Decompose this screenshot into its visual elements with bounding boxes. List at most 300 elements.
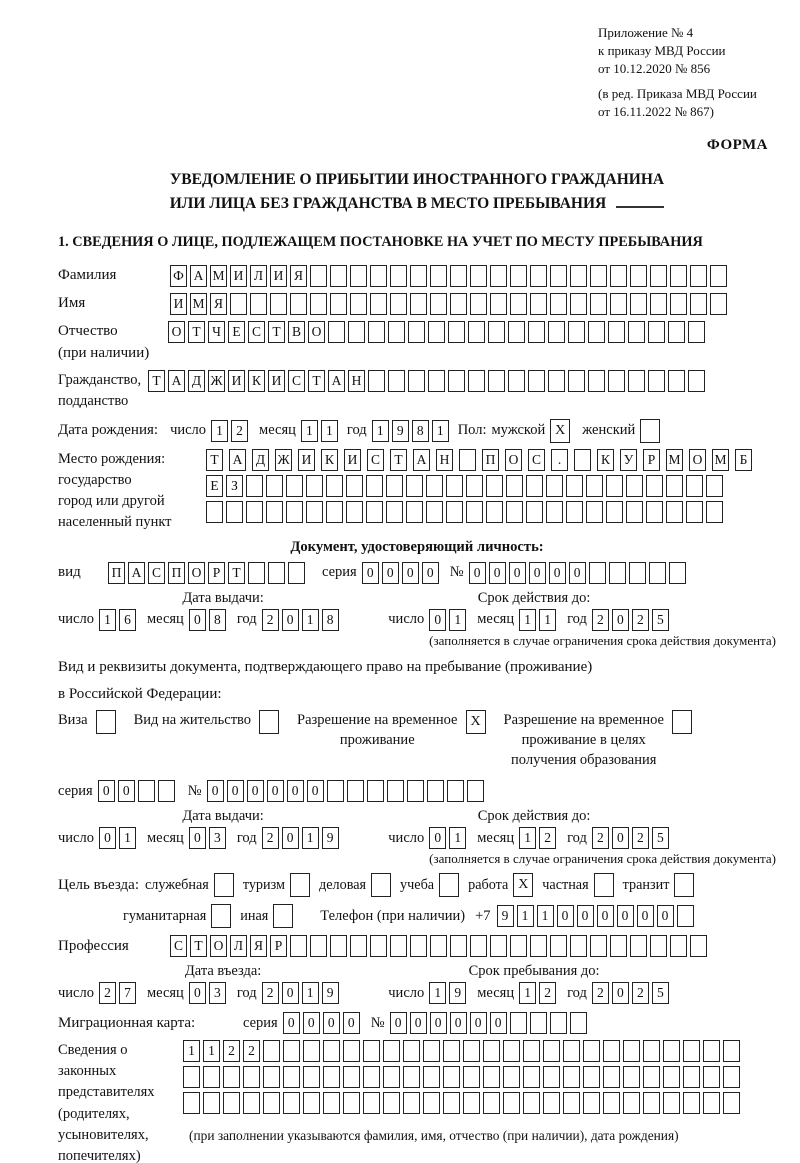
char-cell (326, 475, 343, 497)
char-cell (310, 293, 327, 315)
char-cell (407, 780, 424, 802)
char-cell (723, 1040, 740, 1062)
day-label: число (388, 984, 425, 1001)
char-cell: О (188, 562, 205, 584)
char-cell (446, 501, 463, 523)
migration-card-label: Миграционная карта: (58, 1014, 196, 1031)
char-cell (703, 1040, 720, 1062)
char-cell (226, 501, 243, 523)
char-cell (387, 780, 404, 802)
char-cell (483, 1092, 500, 1114)
firstname-label: Имя (58, 295, 86, 312)
char-cell (648, 370, 665, 392)
char-cell: 2 (262, 827, 279, 849)
char-cell: Р (208, 562, 225, 584)
residence-doc-options (58, 710, 776, 771)
char-cell: 6 (119, 609, 136, 631)
char-cell (326, 501, 343, 523)
char-cell (443, 1092, 460, 1114)
day-label: число (388, 611, 425, 628)
phone-prefix: +7 (475, 907, 491, 924)
char-cell (403, 1066, 420, 1088)
char-cell (603, 1092, 620, 1114)
char-cell (370, 935, 387, 957)
char-cell (669, 562, 686, 584)
char-cell (648, 321, 665, 343)
char-cell (363, 1040, 380, 1062)
char-cell (530, 293, 547, 315)
char-cell (283, 1092, 300, 1114)
char-cell: 0 (450, 1012, 467, 1034)
char-cell: 2 (592, 827, 609, 849)
visa-checkbox (96, 710, 116, 734)
purpose-work-checkbox: X (513, 873, 533, 897)
char-cell (250, 293, 267, 315)
char-cell (670, 935, 687, 957)
purpose-business-label: деловая (319, 876, 367, 893)
char-cell: Ч (208, 321, 225, 343)
char-cell (246, 501, 263, 523)
char-cell: И (270, 265, 287, 287)
migration-number-cells (390, 1012, 590, 1034)
char-cell (370, 265, 387, 287)
char-cell (366, 475, 383, 497)
char-cell: С (528, 449, 545, 471)
option-temporary-residence (297, 710, 485, 751)
char-cell (690, 265, 707, 287)
char-cell (410, 265, 427, 287)
option-residence-permit (134, 710, 279, 734)
patronymic-label (58, 321, 168, 365)
char-cell: 0 (189, 827, 206, 849)
option-visa (58, 710, 116, 734)
char-cell (470, 293, 487, 315)
citizenship-label (58, 370, 148, 412)
char-cell (586, 501, 603, 523)
char-cell: 5 (652, 827, 669, 849)
restriction-note: (заполняется в случае ограничения срока действия документа) (429, 851, 776, 867)
char-cell (370, 293, 387, 315)
char-cell (410, 935, 427, 957)
appendix-line: Приложение № 4 (598, 25, 694, 40)
char-cell: З (226, 475, 243, 497)
char-cell: 0 (549, 562, 566, 584)
entry-year-cells (262, 982, 342, 1004)
char-cell (650, 293, 667, 315)
year-label: год (567, 611, 587, 628)
char-cell (490, 935, 507, 957)
temporary-residence-education-label (504, 710, 664, 771)
char-cell (446, 475, 463, 497)
char-cell: 0 (343, 1012, 360, 1034)
char-cell: 0 (469, 562, 486, 584)
issue-year-cells (262, 609, 342, 631)
char-cell (574, 449, 591, 471)
temporary-residence-checkbox: X (466, 710, 486, 734)
residence-permit-checkbox (259, 710, 279, 734)
char-cell: 0 (402, 562, 419, 584)
char-cell (310, 265, 327, 287)
char-cell (423, 1066, 440, 1088)
firstname-row (58, 293, 776, 315)
char-cell (510, 293, 527, 315)
char-cell (410, 293, 427, 315)
char-cell (688, 370, 705, 392)
char-cell (543, 1092, 560, 1114)
char-cell (288, 562, 305, 584)
char-cell (703, 1092, 720, 1114)
char-cell: 2 (632, 827, 649, 849)
char-cell: 9 (322, 827, 339, 849)
year-label: год (567, 984, 587, 1001)
char-cell (563, 1092, 580, 1114)
char-cell (330, 265, 347, 287)
temporary-residence-education-checkbox (672, 710, 692, 734)
char-cell: 0 (410, 1012, 427, 1034)
representatives-label-line: (родителях, (58, 1105, 130, 1122)
char-cell: 0 (637, 905, 654, 927)
char-cell (303, 1040, 320, 1062)
birth-place-label (58, 449, 206, 533)
patronymic-row (58, 321, 776, 365)
char-cell (588, 370, 605, 392)
char-cell (183, 1092, 200, 1114)
char-cell (367, 780, 384, 802)
char-cell (388, 370, 405, 392)
month-label: месяц (477, 984, 515, 1001)
char-cell: 0 (617, 905, 634, 927)
restriction-note: (заполняется в случае ограничения срока действия документа) (429, 632, 776, 648)
char-cell (323, 1092, 340, 1114)
purpose-other-checkbox (273, 904, 293, 928)
phone-label: Телефон (при наличии) (320, 907, 466, 924)
char-cell (327, 780, 344, 802)
residence-doc-intro2: в Российской Федерации: (58, 686, 222, 703)
year-label: год (567, 829, 587, 846)
purpose-humanitarian-checkbox (211, 904, 231, 928)
char-cell: Я (210, 293, 227, 315)
char-cell: Р (270, 935, 287, 957)
char-cell (203, 1066, 220, 1088)
char-cell: 2 (243, 1040, 260, 1062)
char-cell (646, 475, 663, 497)
issue-day-cells (99, 609, 139, 631)
char-cell (459, 449, 476, 471)
entry-day-cells (99, 982, 139, 1004)
char-cell: 1 (99, 609, 116, 631)
citizenship-label-line1: Гражданство, (58, 372, 142, 389)
char-cell (590, 293, 607, 315)
char-cell: И (230, 265, 247, 287)
phone-cells (497, 905, 697, 927)
char-cell (347, 780, 364, 802)
char-cell (468, 370, 485, 392)
char-cell (666, 475, 683, 497)
char-cell: 1 (449, 827, 466, 849)
char-cell (206, 501, 223, 523)
char-cell: А (413, 449, 430, 471)
char-cell: М (190, 293, 207, 315)
char-cell (363, 1092, 380, 1114)
char-cell (383, 1040, 400, 1062)
char-cell (283, 1066, 300, 1088)
birth-date-row (58, 419, 776, 443)
entry-date-caption: Дата въезда: (184, 963, 262, 980)
char-cell (643, 1092, 660, 1114)
char-cell (550, 935, 567, 957)
char-cell (608, 321, 625, 343)
char-cell: Т (308, 370, 325, 392)
char-cell (583, 1066, 600, 1088)
char-cell (590, 935, 607, 957)
char-cell (626, 501, 643, 523)
char-cell: 1 (517, 905, 534, 927)
valid-until-caption: Срок действия до: (477, 808, 591, 825)
char-cell: 0 (557, 905, 574, 927)
temporary-residence-label (297, 710, 457, 751)
valid-until-caption: Срок действия до: (477, 589, 591, 606)
char-cell (463, 1092, 480, 1114)
char-cell (470, 265, 487, 287)
char-cell (706, 501, 723, 523)
char-cell (430, 935, 447, 957)
char-cell (610, 265, 627, 287)
form-title (58, 168, 776, 216)
year-label: год (236, 829, 257, 846)
month-label: месяц (146, 611, 184, 628)
char-cell: 1 (203, 1040, 220, 1062)
char-cell: 0 (207, 780, 224, 802)
birth-place-label-line: Место рождения: (58, 450, 166, 467)
birth-date-label: Дата рождения: (58, 422, 159, 438)
char-cell (423, 1040, 440, 1062)
stay-day-cells (429, 982, 469, 1004)
char-cell (403, 1092, 420, 1114)
char-cell: А (190, 265, 207, 287)
char-cell (286, 501, 303, 523)
purpose-humanitarian-label: гуманитарная (123, 907, 207, 924)
birth-year-cells (372, 420, 452, 442)
char-cell: 1 (301, 420, 318, 442)
char-cell: 0 (429, 827, 446, 849)
char-cell (423, 1092, 440, 1114)
char-cell: 0 (657, 905, 674, 927)
profession-cells (170, 935, 710, 957)
char-cell (323, 1040, 340, 1062)
char-cell: Я (290, 265, 307, 287)
char-cell (623, 1040, 640, 1062)
char-cell: С (288, 370, 305, 392)
char-cell (330, 935, 347, 957)
residence-number-cells (207, 780, 487, 802)
char-cell: 9 (449, 982, 466, 1004)
char-cell (603, 1066, 620, 1088)
char-cell (223, 1092, 240, 1114)
char-cell (470, 935, 487, 957)
purpose-tourism-checkbox (290, 873, 310, 897)
representatives-row2-cells (183, 1066, 743, 1088)
char-cell (450, 293, 467, 315)
char-cell: 0 (247, 780, 264, 802)
char-cell: Л (230, 935, 247, 957)
purpose-business-checkbox (371, 873, 391, 897)
char-cell (583, 1040, 600, 1062)
char-cell (510, 265, 527, 287)
char-cell (243, 1066, 260, 1088)
char-cell (428, 321, 445, 343)
profession-row (58, 935, 776, 957)
residence-valid-month-cells (519, 827, 559, 849)
residence-doc-intro1: Вид и реквизиты документа, подтверждающего право на пребывание (проживание) (58, 658, 593, 675)
migration-series-cells (283, 1012, 363, 1034)
char-cell (270, 293, 287, 315)
char-cell: 2 (592, 982, 609, 1004)
month-label: месяц (259, 422, 296, 438)
char-cell: . (551, 449, 568, 471)
char-cell: 0 (267, 780, 284, 802)
char-cell: И (228, 370, 245, 392)
purpose-official-label: служебная (144, 876, 209, 893)
char-cell (568, 370, 585, 392)
purpose-row2 (123, 904, 776, 928)
char-cell (583, 1092, 600, 1114)
char-cell: 3 (209, 827, 226, 849)
char-cell: 0 (529, 562, 546, 584)
char-cell (590, 265, 607, 287)
patronymic-cells (168, 321, 708, 343)
char-cell (447, 780, 464, 802)
char-cell: 1 (183, 1040, 200, 1062)
char-cell: Н (436, 449, 453, 471)
purpose-row1 (58, 873, 776, 897)
day-label: число (58, 829, 94, 846)
char-cell (563, 1066, 580, 1088)
char-cell: 2 (223, 1040, 240, 1062)
char-cell (543, 1040, 560, 1062)
char-cell: 0 (99, 827, 116, 849)
char-cell (523, 1040, 540, 1062)
char-cell (528, 321, 545, 343)
char-cell (430, 293, 447, 315)
char-cell (348, 321, 365, 343)
char-cell: П (108, 562, 125, 584)
birth-place-block (58, 449, 776, 533)
char-cell (628, 321, 645, 343)
char-cell: Т (390, 449, 407, 471)
char-cell: И (170, 293, 187, 315)
char-cell (266, 475, 283, 497)
char-cell: 1 (519, 982, 536, 1004)
valid-month-cells (519, 609, 559, 631)
char-cell (490, 293, 507, 315)
char-cell (570, 293, 587, 315)
char-cell: 0 (509, 562, 526, 584)
char-cell (528, 370, 545, 392)
day-label: число (58, 984, 94, 1001)
char-cell (463, 1040, 480, 1062)
char-cell (670, 293, 687, 315)
temporary-residence-education-label-line: Разрешение на временное (503, 711, 664, 728)
char-cell (510, 1012, 527, 1034)
char-cell: 2 (231, 420, 248, 442)
issue-month-cells (189, 609, 229, 631)
char-cell (530, 935, 547, 957)
char-cell (630, 293, 647, 315)
char-cell: А (128, 562, 145, 584)
blank-underline (616, 206, 664, 208)
month-label: месяц (146, 984, 184, 1001)
char-cell (663, 1040, 680, 1062)
stay-year-cells (592, 982, 672, 1004)
char-cell: 2 (262, 982, 279, 1004)
char-cell (368, 370, 385, 392)
char-cell: И (298, 449, 315, 471)
char-cell (386, 501, 403, 523)
char-cell (526, 501, 543, 523)
residence-valid-group (388, 808, 680, 849)
char-cell: А (328, 370, 345, 392)
char-cell (606, 475, 623, 497)
char-cell (263, 1040, 280, 1062)
month-label: месяц (146, 829, 184, 846)
purpose-other-label: иная (240, 907, 269, 924)
representatives-label-line: Сведения о (58, 1042, 128, 1059)
char-cell: А (229, 449, 246, 471)
stay-until-group (388, 963, 680, 1004)
surname-cells (170, 265, 730, 287)
char-cell (386, 475, 403, 497)
char-cell (568, 321, 585, 343)
char-cell: П (482, 449, 499, 471)
char-cell (609, 562, 626, 584)
char-cell: 0 (282, 827, 299, 849)
char-cell: 0 (118, 780, 135, 802)
char-cell (223, 1066, 240, 1088)
char-cell: Т (268, 321, 285, 343)
char-cell (548, 370, 565, 392)
char-cell: 0 (287, 780, 304, 802)
char-cell (468, 321, 485, 343)
char-cell (243, 1092, 260, 1114)
char-cell: 1 (372, 420, 389, 442)
char-cell (390, 265, 407, 287)
identity-doc-dates (58, 590, 776, 631)
valid-day-cells (429, 609, 469, 631)
char-cell (710, 265, 727, 287)
char-cell (650, 935, 667, 957)
residence-issue-day-cells (99, 827, 139, 849)
char-cell: 0 (282, 982, 299, 1004)
char-cell: 1 (302, 827, 319, 849)
birth-place-label-line: государство (58, 471, 132, 488)
char-cell: К (597, 449, 614, 471)
series-label: серия (58, 782, 93, 799)
char-cell (643, 1066, 660, 1088)
char-cell (668, 321, 685, 343)
char-cell: 3 (209, 982, 226, 1004)
char-cell (668, 370, 685, 392)
char-cell (523, 1092, 540, 1114)
char-cell (526, 475, 543, 497)
char-cell: 1 (119, 827, 136, 849)
char-cell: А (168, 370, 185, 392)
char-cell: Ж (208, 370, 225, 392)
char-cell: 1 (519, 827, 536, 849)
representatives-note: (при заполнении указываются фамилия, имя, отчество (при наличии), дата рождения) (189, 1128, 679, 1144)
char-cell (663, 1092, 680, 1114)
char-cell (426, 475, 443, 497)
residence-issue-year-cells (262, 827, 342, 849)
